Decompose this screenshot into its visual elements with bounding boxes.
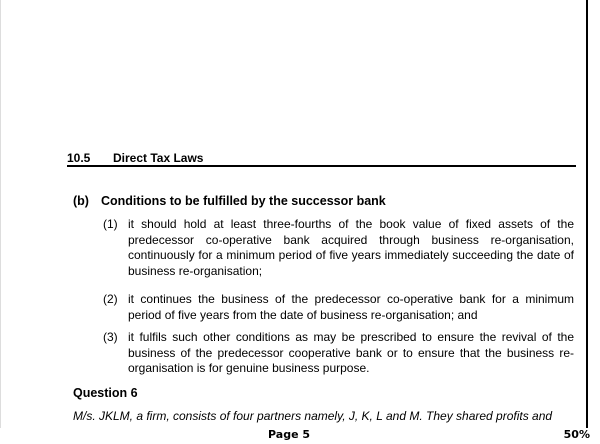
list-item-text: it should hold at least three-fourths of the book value of fixed assets of the predecessor co-operative bank acquired through business re-organisation, continuously for a minimum period of five years immediately succeeding the date of business re-organisation;: [128, 217, 574, 278]
zoom-level[interactable]: 50%: [563, 428, 590, 441]
viewer-status-bar: [0, 428, 600, 444]
section-title: Conditions to be fulfilled by the successor bank: [101, 194, 386, 208]
list-item-number: (1): [103, 217, 118, 231]
question-heading: Question 6: [73, 386, 138, 400]
list-item-text: it continues the business of the predecessor co-operative bank for a minimum period of five years from the date of business re-organisation; and: [128, 292, 574, 322]
list-item-number: (3): [103, 330, 118, 344]
section-heading: [73, 194, 386, 208]
section-label: (b): [73, 194, 89, 208]
running-header: [67, 151, 576, 165]
header-title: Direct Tax Laws: [113, 151, 204, 165]
list-item: [103, 217, 574, 279]
list-item-number: (2): [103, 292, 118, 306]
page-indicator[interactable]: Page 5: [268, 428, 311, 441]
list-item-text: it fulfils such other conditions as may be prescribed to ensure the revival of the business of the predecessor cooperative bank or to ensure that the business re-organisation is for genuine business purpose.: [128, 330, 574, 375]
header-rule: [67, 165, 576, 167]
question-paragraph: M/s. JKLM, a firm, consists of four partners namely, J, K, L and M. They shared profits and: [73, 409, 553, 423]
section-number: 10.5: [67, 151, 91, 165]
list-item: [103, 292, 574, 323]
list-item: [103, 330, 574, 377]
